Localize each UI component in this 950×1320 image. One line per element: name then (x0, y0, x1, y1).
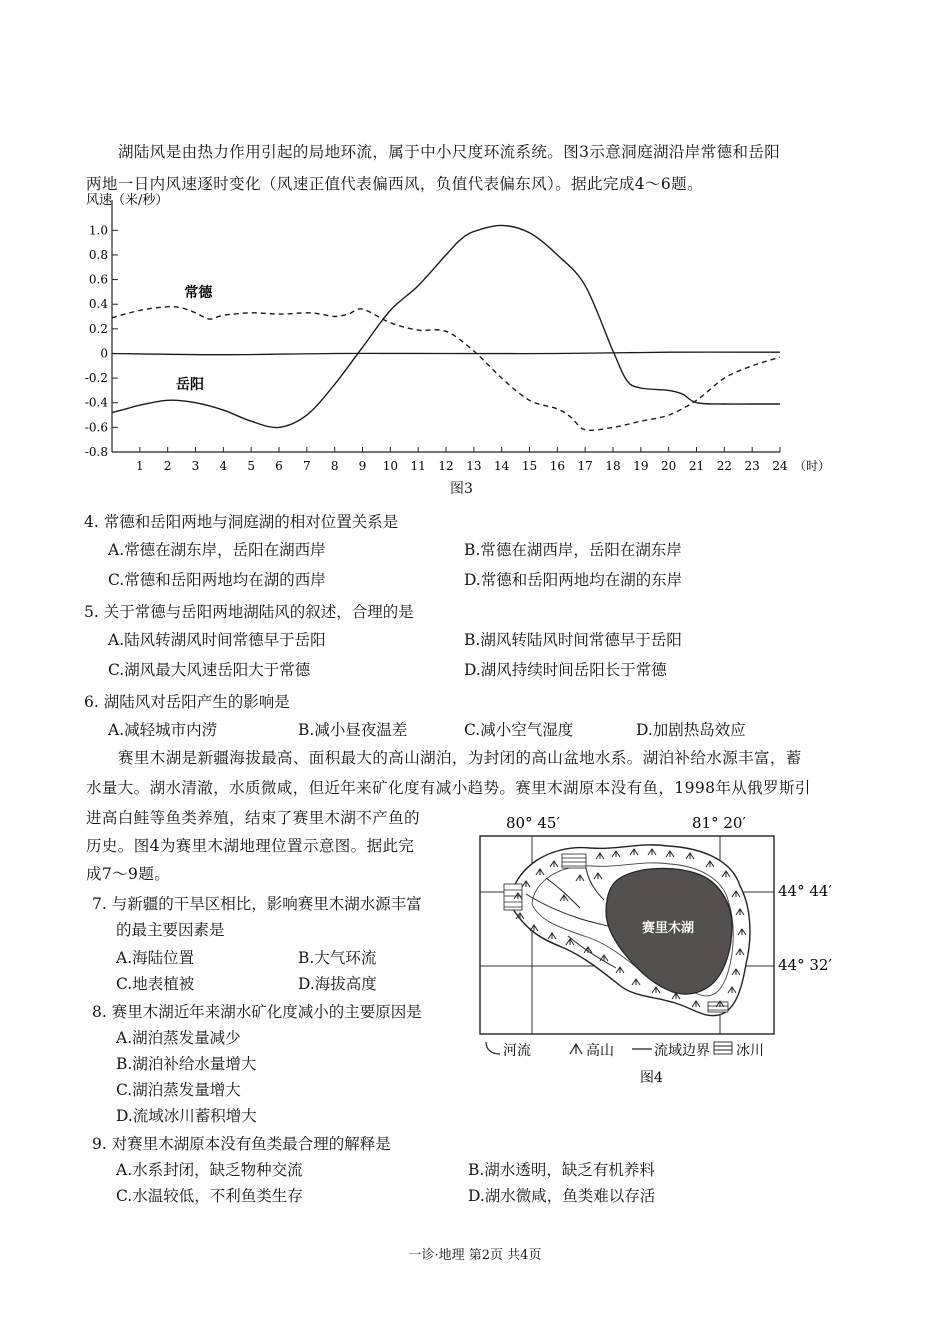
x-tick-label: 3 (191, 459, 200, 473)
x-tick-label: 22 (716, 459, 732, 473)
question-8-option-c[interactable]: C.湖泊蒸发量增大 (116, 1081, 241, 1099)
question-6-option-d[interactable]: D.加剧热岛效应 (636, 721, 746, 739)
x-tick-label: 20 (661, 459, 677, 473)
question-9-stem: 9. 对赛里木湖原本没有鱼类最合理的解释是 (92, 1135, 391, 1153)
x-tick-label: 8 (330, 459, 339, 473)
question-8-option-a[interactable]: A.湖泊蒸发量减少 (116, 1029, 241, 1047)
y-tick-label: 1.0 (88, 223, 108, 238)
question-4-stem: 4. 常德和岳阳两地与洞庭湖的相对位置关系是 (84, 513, 399, 531)
passage2-line-2: 水量大。湖水清澈，水质微咸，但近年来矿化度有减小趋势。赛里木湖原本没有鱼，1998年从俄罗斯引 (86, 779, 811, 797)
x-tick-label: 9 (358, 459, 367, 473)
figure-3-caption: 图3 (450, 481, 473, 497)
x-tick-label: 6 (275, 459, 283, 473)
series-changde-line (112, 307, 780, 431)
y-tick-label: 0.4 (88, 297, 108, 312)
question-7-stem-line-2: 的最主要因素是 (116, 921, 225, 939)
y-tick-label: 0 (100, 346, 108, 361)
map-legend (486, 1042, 764, 1059)
lon-right-label: 81° 20′ (692, 814, 746, 832)
x-tick-label: 10 (382, 459, 398, 473)
question-8-stem: 8. 赛里木湖近年来湖水矿化度减小的主要原因是 (92, 1003, 422, 1021)
question-6-option-b[interactable]: B.减小昼夜温差 (298, 721, 408, 739)
question-6-option-c[interactable]: C.减小空气湿度 (464, 721, 574, 739)
question-7-option-a[interactable]: A.海陆位置 (116, 949, 195, 967)
x-tick-label: 7 (303, 459, 311, 473)
question-5-stem: 5. 关于常德与岳阳两地湖陆风的叙述，合理的是 (84, 603, 414, 621)
lat-bottom-label: 44° 32′ (778, 956, 832, 974)
x-tick-label: 24 (772, 459, 788, 473)
question-9-option-c[interactable]: C.水温较低，不利鱼类生存 (116, 1187, 303, 1205)
lon-left-label: 80° 45′ (506, 814, 560, 832)
legend-glacier-label: 冰川 (736, 1043, 764, 1059)
legend-river-label: 河流 (503, 1043, 531, 1059)
y-tick-label: 0.2 (88, 321, 108, 336)
question-7-option-c[interactable]: C.地表植被 (116, 975, 195, 993)
x-tick-label: 18 (605, 459, 621, 473)
legend-glacier-icon (714, 1042, 732, 1054)
y-tick-label: 0.6 (88, 272, 108, 287)
intro-line-1: 湖陆风是由热力作用引起的局地环流，属于中小尺度环流系统。图3示意洞庭湖沿岸常德和岳阳 (118, 143, 781, 161)
intro-line-2: 两地一日内风速逐时变化（风速正值代表偏西风，负值代表偏东风）。据此完成4～6题。 (86, 175, 703, 193)
question-4-option-c[interactable]: C.常德和岳阳两地均在湖的西岸 (108, 571, 326, 589)
question-5-option-c[interactable]: C.湖风最大风速岳阳大于常德 (108, 661, 311, 679)
x-tick-label: 12 (438, 459, 454, 473)
x-tick-label: 17 (577, 459, 593, 473)
x-tick-label: 19 (633, 459, 649, 473)
question-8-option-d[interactable]: D.流域冰川蓄积增大 (116, 1107, 257, 1125)
x-tick-label: 2 (163, 459, 172, 473)
legend-mountain-icon (570, 1044, 582, 1054)
y-tick-label: -0.6 (84, 420, 108, 435)
series-label-changde: 常德 (184, 284, 213, 301)
question-9-option-a[interactable]: A.水系封闭，缺乏物种交流 (116, 1161, 303, 1179)
passage2-line-3: 进高白鲑等鱼类养殖，结束了赛里木湖不产鱼的 (86, 809, 420, 827)
question-6-option-a[interactable]: A.减轻城市内涝 (108, 721, 218, 739)
x-tick-label: 11 (410, 459, 426, 473)
y-tick-label: -0.4 (84, 395, 108, 410)
x-tick-label: 4 (219, 459, 228, 473)
x-axis-unit: （时） (794, 459, 831, 473)
question-7-option-b[interactable]: B.大气环流 (298, 949, 377, 967)
question-4-option-d[interactable]: D.常德和岳阳两地均在湖的东岸 (464, 571, 683, 589)
x-tick-label: 21 (688, 459, 705, 473)
lake-label: 赛里木湖 (642, 921, 695, 936)
lat-top-label: 44° 44′ (778, 882, 832, 900)
question-9-option-b[interactable]: B.湖水透明，缺乏有机养料 (468, 1161, 655, 1179)
wind-speed-chart (80, 190, 840, 480)
question-7-option-d[interactable]: D.海拔高度 (298, 975, 377, 993)
question-6-stem: 6. 湖陆风对岳阳产生的影响是 (84, 693, 290, 711)
x-tick-label: 1 (136, 459, 144, 473)
y-axis-title: 风速（米/秒） (86, 193, 169, 208)
page-footer: 一诊·地理 第2页 共4页 (408, 1248, 542, 1263)
legend-mountain-label: 高山 (586, 1043, 614, 1059)
question-7-stem-line-1: 7. 与新疆的干旱区相比，影响赛里木湖水源丰富 (92, 895, 422, 913)
x-tick-label: 16 (549, 459, 565, 473)
series-yueyang-line (112, 225, 780, 427)
question-4-option-a[interactable]: A.常德在湖东岸，岳阳在湖西岸 (108, 541, 326, 559)
question-5-option-a[interactable]: A.陆风转湖风时间常德早于岳阳 (108, 631, 326, 649)
sayram-lake-map (470, 808, 840, 1090)
y-tick-label: -0.8 (84, 445, 108, 459)
legend-river-icon (486, 1042, 500, 1054)
passage2-line-1: 赛里木湖是新疆海拔最高、面积最大的高山湖泊，为封闭的高山盆地水系。湖泊补给水源丰富，蓄 (118, 749, 802, 767)
x-tick-label: 5 (247, 459, 255, 473)
y-tick-label: -0.2 (84, 371, 108, 386)
question-9-option-d[interactable]: D.湖水微咸，鱼类难以存活 (468, 1187, 656, 1205)
question-5-option-d[interactable]: D.湖风持续时间岳阳长于常德 (464, 661, 667, 679)
figure-4-caption: 图4 (640, 1070, 663, 1086)
series-baseline-line (112, 352, 780, 355)
x-tick-label: 13 (466, 459, 482, 473)
question-8-option-b[interactable]: B.湖泊补给水量增大 (116, 1055, 257, 1073)
legend-boundary-label: 流域边界 (654, 1043, 710, 1059)
passage2-line-4: 历史。图4为赛里木湖地理位置示意图。据此完 (86, 837, 415, 855)
question-5-option-b[interactable]: B.湖风转陆风时间常德早于岳阳 (464, 631, 682, 649)
series-label-yueyang: 岳阳 (176, 377, 205, 394)
question-4-option-b[interactable]: B.常德在湖西岸，岳阳在湖东岸 (464, 541, 682, 559)
x-tick-label: 23 (744, 459, 760, 473)
x-tick-label: 15 (521, 459, 538, 473)
y-tick-label: 0.8 (88, 247, 108, 262)
x-tick-label: 14 (494, 459, 510, 473)
passage2-line-5: 成7～9题。 (86, 865, 171, 883)
